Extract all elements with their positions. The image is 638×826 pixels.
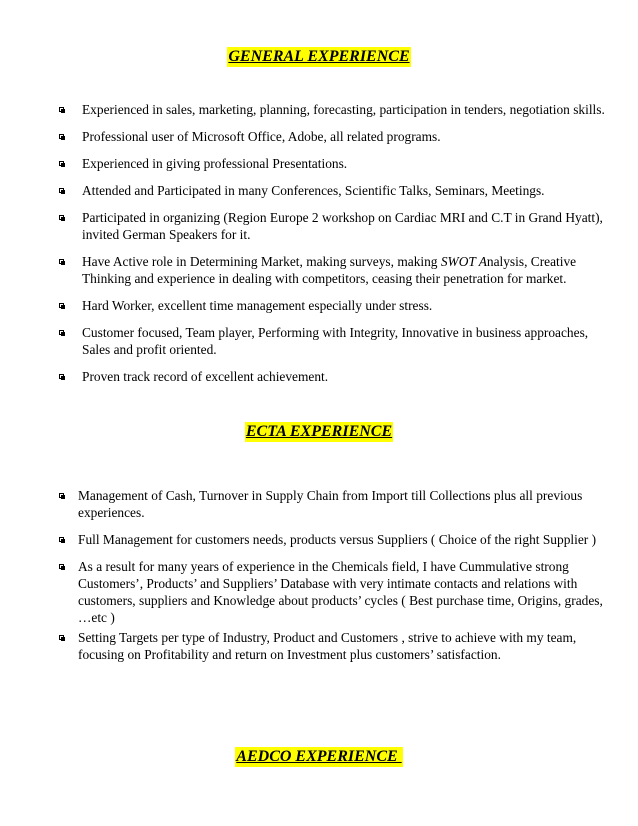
- general-experience-heading: [0, 47, 638, 67]
- square-bullet-icon: [59, 635, 64, 640]
- list-item-text-continued: …etc ): [78, 610, 115, 625]
- general-experience-heading-text: GENERAL EXPERIENCE: [228, 48, 410, 65]
- list-item-text-continued: Sales and profit oriented.: [82, 342, 217, 357]
- list-item-text-continued: experiences.: [78, 505, 145, 520]
- square-bullet-icon: [59, 161, 64, 166]
- aedco-experience-heading-text: AEDCO EXPERIENCE: [236, 748, 402, 765]
- list-item-text: Management of Cash, Turnover in Supply Chain from Import till Collections plus all previous: [78, 488, 583, 503]
- list-item-text: Hard Worker, excellent time management especially under stress.: [82, 298, 433, 313]
- list-item-text: Full Management for customers needs, products versus Suppliers ( Choice of the right Supplier ): [78, 532, 597, 547]
- square-bullet-icon: [59, 374, 64, 379]
- list-item-text: Experienced in sales, marketing, planning, forecasting, participation in tenders, negotiation skills.: [82, 102, 605, 117]
- list-item-text: Participated in organizing (Region Europe 2 workshop on Cardiac MRI and C.T in Grand Hyatt),: [82, 210, 603, 225]
- list-item-text: Professional user of Microsoft Office, Adobe, all related programs.: [82, 129, 441, 144]
- ecta-experience-heading: [0, 422, 638, 442]
- square-bullet-icon: [59, 215, 64, 220]
- square-bullet-icon: [59, 107, 64, 112]
- list-item-text-continued: customers, suppliers and Knowledge about products’ cycles ( Best purchase time, Origins, grades,: [78, 593, 603, 608]
- square-bullet-icon: [59, 134, 64, 139]
- list-item-text-continued: invited German Speakers for it.: [82, 227, 251, 242]
- ecta-experience-heading-text: ECTA EXPERIENCE: [245, 423, 393, 440]
- list-item-text-continued: Customers’, Products’ and Suppliers’ Database with very intimate contacts and relations with: [78, 576, 578, 591]
- square-bullet-icon: [59, 303, 64, 308]
- square-bullet-icon: [59, 259, 64, 264]
- list-item-text-continued: Thinking and experience in dealing with competitors, ceasing their penetration for market.: [82, 271, 567, 286]
- square-bullet-icon: [59, 564, 64, 569]
- square-bullet-icon: [59, 493, 64, 498]
- list-item-text: Setting Targets per type of Industry, Product and Customers , strive to achieve with my team,: [78, 630, 577, 645]
- square-bullet-icon: [59, 330, 64, 335]
- list-item-text: Attended and Participated in many Conferences, Scientific Talks, Seminars, Meetings.: [82, 183, 545, 198]
- square-bullet-icon: [59, 537, 64, 542]
- swot-italic-text: SWOT A: [440, 254, 487, 269]
- list-item-text-continued: focusing on Profitability and return on Investment plus customers’ satisfaction.: [78, 647, 501, 662]
- aedco-experience-heading: [0, 747, 638, 767]
- list-item-text: As a result for many years of experience in the Chemicals field, I have Cummulative strong: [78, 559, 569, 574]
- list-item-text: Customer focused, Team player, Performing with Integrity, Innovative in business approaches,: [82, 325, 589, 340]
- list-item-text: Have Active role in Determining Market, making surveys, making SWOT Analysis, Creative: [82, 254, 577, 269]
- list-item-text: Experienced in giving professional Presentations.: [82, 156, 348, 171]
- square-bullet-icon: [59, 188, 64, 193]
- list-item-text: Proven track record of excellent achievement.: [82, 369, 329, 384]
